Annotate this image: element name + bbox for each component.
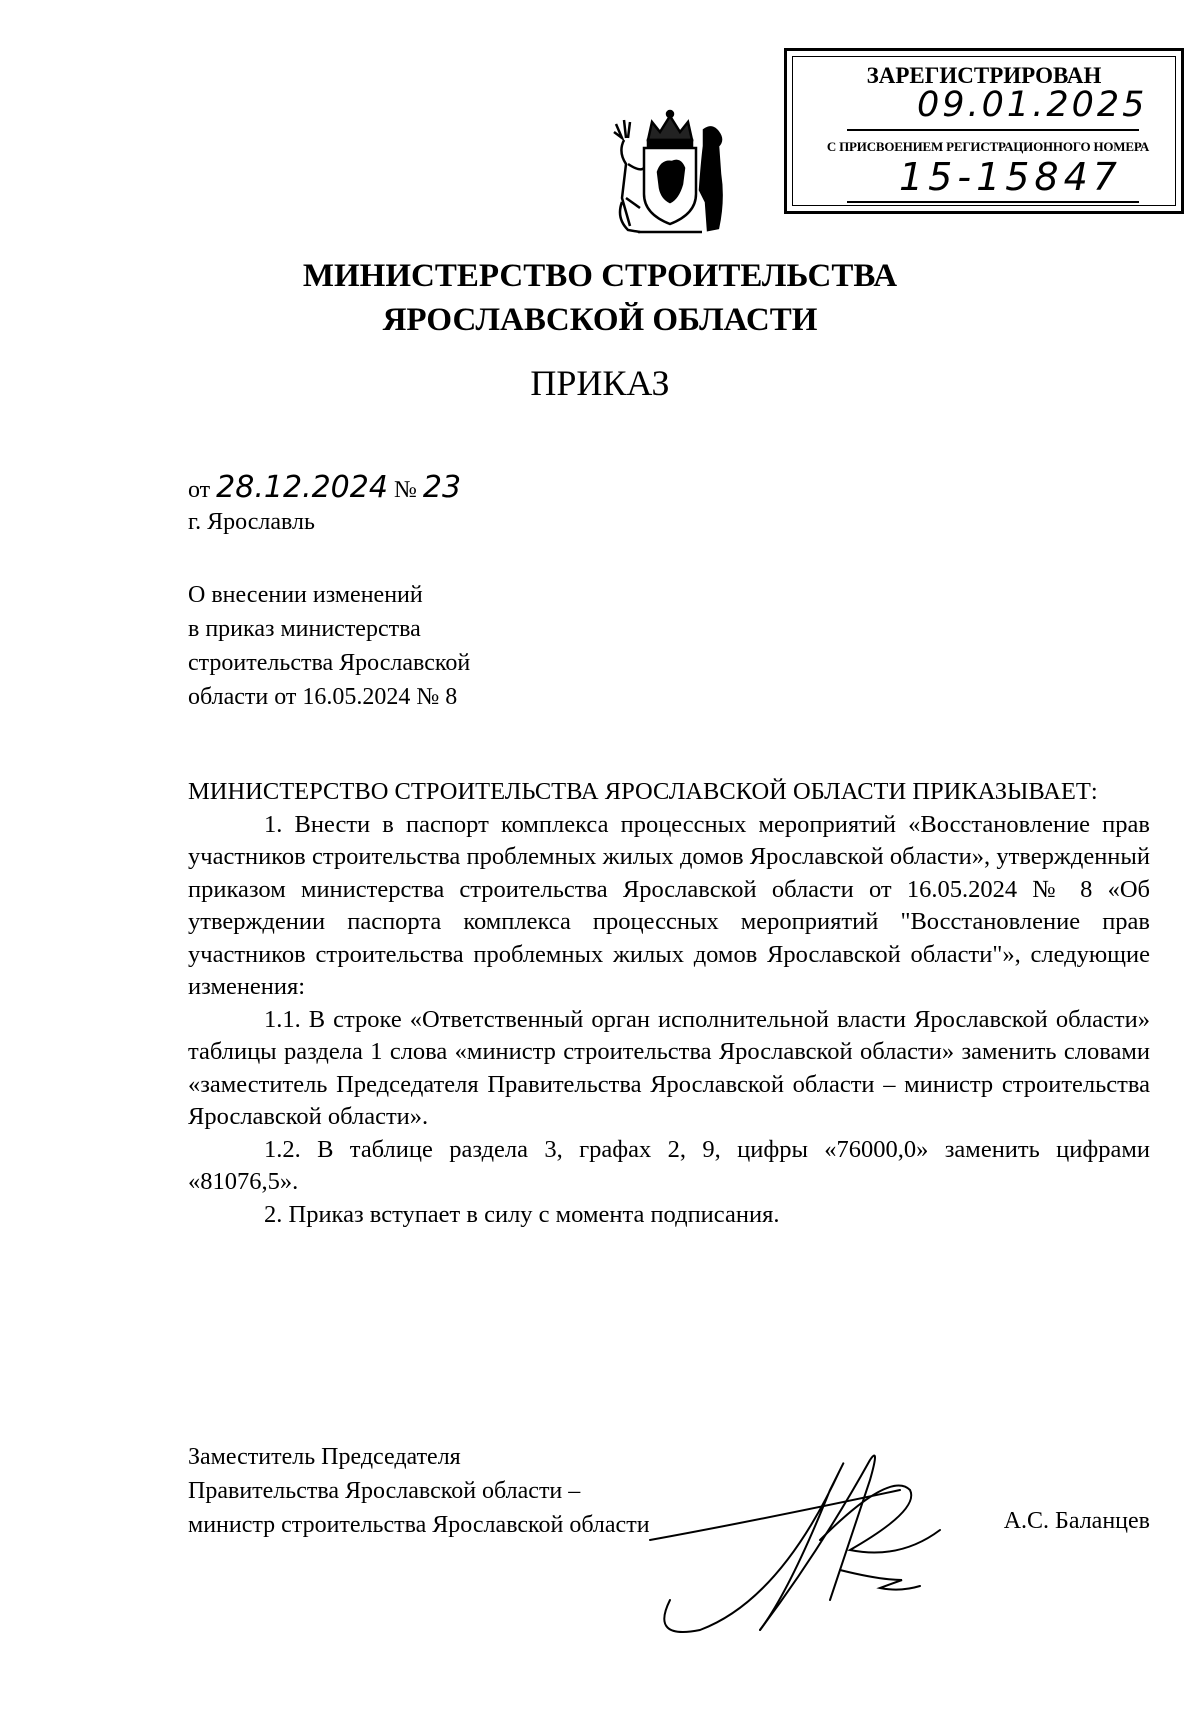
stamp-number: 15-15847 xyxy=(899,155,1122,199)
paragraph-2: 2. Приказ вступает в силу с момента подписания. xyxy=(264,1200,780,1228)
order-dateline xyxy=(188,470,461,505)
signer-name: А.С. Баланцев xyxy=(1003,1508,1150,1534)
order-date: 28.12.2024 xyxy=(216,470,388,505)
order-number: 23 xyxy=(422,470,462,505)
document-type: ПРИКАЗ xyxy=(530,363,670,403)
paragraph-1-2: 1.2. В таблице раздела 3, графах 2, 9, цифры «76000,0» заменить цифрами «81076,5». xyxy=(188,1135,1150,1195)
paragraph-1-1: 1.1. В строке «Ответственный орган исполнительной власти Ярославской области» таблицы раздела 1 слова «министр строительства Ярославской области» заменить словами «заместитель Председателя Правительства Ярославской области – министр строительства Ярославской области». xyxy=(188,1005,1150,1130)
ministry-line-2: ЯРОСЛАВСКОЙ ОБЛАСТИ xyxy=(382,302,818,338)
signer-position xyxy=(188,1440,650,1542)
registration-stamp xyxy=(784,48,1184,214)
stamp-title: ЗАРЕГИСТРИРОВАН xyxy=(866,63,1102,88)
date-prefix: от xyxy=(188,477,211,503)
subject-line: строительства Ярославской xyxy=(188,650,471,676)
subject-line: области от 16.05.2024 № 8 xyxy=(188,684,458,710)
number-prefix: № xyxy=(393,477,417,503)
stamp-date-line xyxy=(847,129,1139,131)
order-body xyxy=(188,776,1150,1231)
order-city: г. Ярославль xyxy=(188,509,315,535)
signer-position-line: Правительства Ярославской области – xyxy=(188,1478,581,1504)
ministry-line-1: МИНИСТЕРСТВО СТРОИТЕЛЬСТВА xyxy=(302,258,898,294)
subject-line: О внесении изменений xyxy=(188,582,423,608)
handwritten-signature xyxy=(640,1430,1020,1660)
signer-position-line: министр строительства Ярославской области xyxy=(188,1512,650,1538)
ministry-heading xyxy=(0,254,1200,342)
paragraph-1: 1. Внести в паспорт комплекса процессных мероприятий «Восстановление прав участников строительства проблемных жилых домов Ярославской области», утвержденный приказом министерства строительства Ярославской области от 16.05.2024 № 8 «Об утверждении паспорта комплекса процессных мероприятий "Восстановление прав участников строительства проблемных жилых домов Ярославской области"», следующие изменения: xyxy=(188,810,1150,1000)
order-subject xyxy=(188,578,608,714)
stamp-number-line xyxy=(847,201,1139,203)
coat-of-arms-emblem xyxy=(600,102,740,242)
stamp-subtitle: С ПРИСВОЕНИЕМ РЕГИСТРАЦИОННОГО НОМЕРА xyxy=(826,139,1150,154)
preamble: МИНИСТЕРСТВО СТРОИТЕЛЬСТВА ЯРОСЛАВСКОЙ ОБЛАСТИ ПРИКАЗЫВАЕТ: xyxy=(188,778,1098,805)
subject-line: в приказ министерства xyxy=(188,616,421,642)
signer-position-line: Заместитель Председателя xyxy=(188,1444,461,1470)
stamp-date: 09.01.2025 xyxy=(917,85,1148,125)
